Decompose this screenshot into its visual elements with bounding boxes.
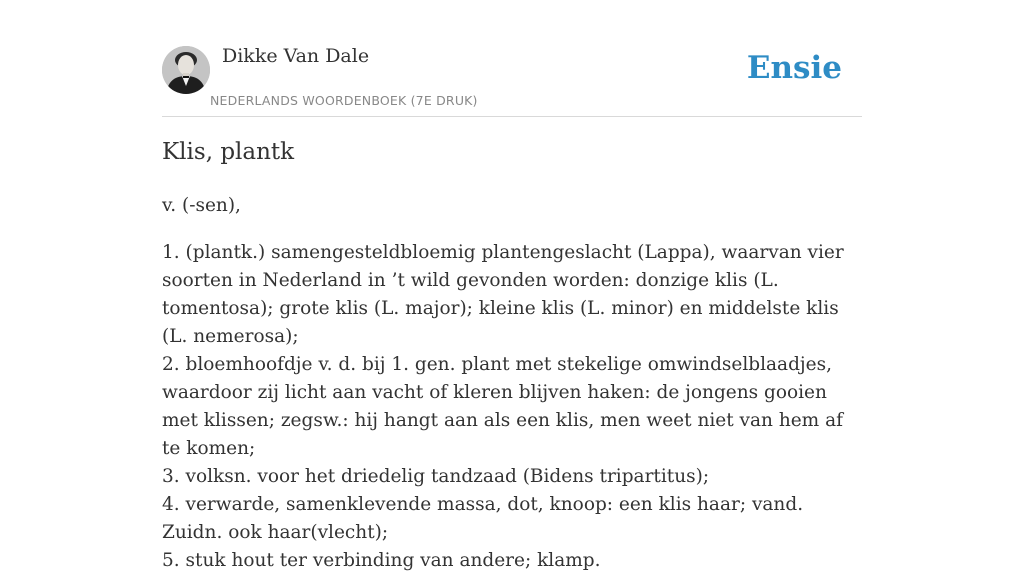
author-portrait-icon — [162, 46, 210, 94]
definition-item: 2. bloemhoofdje v. d. bij 1. gen. plant met stekelige omwindselblaadjes, waardoor zij licht aan vacht of kleren blijven haken: de jongens gooien met klissen; zegsw.: hij hangt aan als een klis, men weet niet van hem af te komen; — [162, 354, 843, 459]
ensie-logo-link[interactable]: Ensie — [746, 50, 842, 86]
entry-definitions — [162, 239, 866, 575]
definition-item: 3. volksn. voor het driedelig tandzaad (Bidens tripartitus); — [162, 466, 710, 487]
definition-item: 5. stuk hout ter verbinding van andere; klamp. — [162, 550, 601, 571]
definition-item: 1. (plantk.) samengesteldbloemig plantengeslacht (Lappa), waarvan vier soorten in Nederland in ’t wild gevonden worden: donzige klis (L. tomentosa); grote klis (L. major); kleine klis (L. minor) en middelste klis (L. nemerosa); — [162, 242, 844, 347]
page-header — [162, 40, 862, 117]
entry-title: Klis, plantk — [162, 139, 295, 165]
entry-grammar: v. (-sen), — [162, 195, 241, 216]
definition-item: 4. verwarde, samenklevende massa, dot, knoop: een klis haar; vand. Zuidn. ook haar(vlecht); — [162, 494, 804, 543]
author-avatar[interactable] — [162, 46, 210, 94]
dictionary-source[interactable]: NEDERLANDS WOORDENBOEK (7E DRUK) — [210, 93, 478, 108]
author-name[interactable]: Dikke Van Dale — [222, 45, 370, 67]
